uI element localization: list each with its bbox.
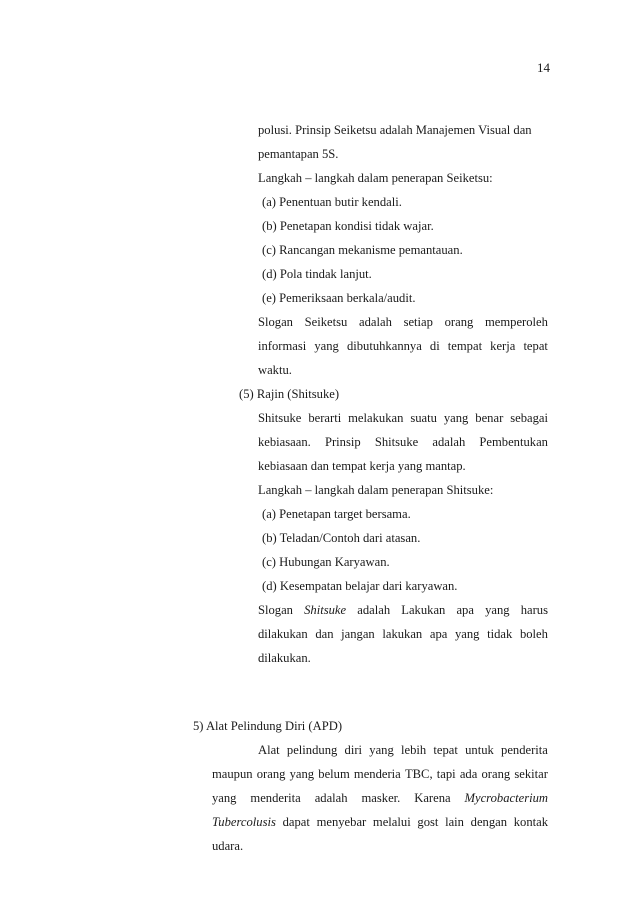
word: pelindung <box>286 743 338 757</box>
word: benar <box>475 411 504 425</box>
word: adalah <box>432 435 466 449</box>
word: adalah <box>357 603 391 617</box>
word: melalui <box>372 815 411 829</box>
word-italic: Shitsuke <box>304 603 347 617</box>
list-item: (a) Penetapan target bersama. <box>262 507 411 521</box>
word: belum <box>318 767 350 781</box>
word: Karena <box>414 791 451 805</box>
section-heading: (5) Rajin (Shitsuke) <box>239 387 340 401</box>
word: Shitsuke <box>374 435 419 449</box>
paragraph-line <box>258 742 548 758</box>
word: di <box>429 339 440 353</box>
word: menyebar <box>316 815 367 829</box>
word: Slogan <box>258 603 293 617</box>
word: orang <box>481 767 511 781</box>
list-item: (b) Penetapan kondisi tidak wajar. <box>262 219 434 233</box>
word: Shitsuke <box>258 411 302 425</box>
list-item: (b) Teladan/Contoh dari atasan. <box>262 531 421 545</box>
word: yang <box>314 339 339 353</box>
word: apa <box>456 603 474 617</box>
paragraph-line <box>258 338 548 354</box>
word: Seiketsu <box>304 315 348 329</box>
word: melakukan <box>348 411 404 425</box>
word: kontak <box>513 815 548 829</box>
word: orang <box>444 315 474 329</box>
word: penderita <box>501 743 548 757</box>
word: dibutuhkannya <box>346 339 422 353</box>
word: kebiasaan. <box>258 435 311 449</box>
word: Slogan <box>258 315 293 329</box>
word: suatu <box>410 411 437 425</box>
page-number: 14 <box>537 60 550 75</box>
word: ada <box>459 767 478 781</box>
list-item: (d) Pola tindak lanjut. <box>262 267 372 281</box>
word: informasi <box>258 339 307 353</box>
word: Prinsip <box>324 435 361 449</box>
word: adalah <box>359 315 392 329</box>
word: dilakukan <box>258 627 308 641</box>
paragraph-line: dilakukan. <box>258 651 311 665</box>
word: gost <box>417 815 439 829</box>
word: orang <box>256 767 286 781</box>
word: berarti <box>308 411 342 425</box>
paragraph-line: udara. <box>212 839 244 853</box>
word: setiap <box>403 315 433 329</box>
word: untuk <box>465 743 494 757</box>
list-item: (d) Kesempatan belajar dari karyawan. <box>262 579 458 593</box>
word: harus <box>520 603 548 617</box>
paragraph-line <box>212 766 548 782</box>
paragraph-line <box>258 410 548 426</box>
word: maupun <box>212 767 253 781</box>
word: TBC, <box>404 767 433 781</box>
steps-heading: Langkah – langkah dalam penerapan Shitsuke: <box>258 483 494 497</box>
word-italic: Tubercolusis <box>212 815 276 829</box>
word-italic: Mycrobacterium <box>464 791 548 805</box>
word: dan <box>315 627 334 641</box>
list-item: (c) Hubungan Karyawan. <box>262 555 390 569</box>
word: tepat <box>433 743 458 757</box>
word: tempat <box>447 339 483 353</box>
word: yang <box>443 411 469 425</box>
word: jangan <box>341 627 375 641</box>
word: boleh <box>519 627 548 641</box>
word: yang <box>289 767 315 781</box>
word: menderita <box>250 791 301 805</box>
word: sekitar <box>514 767 548 781</box>
word: yang <box>369 743 394 757</box>
word: yang <box>455 627 480 641</box>
paragraph-line <box>258 122 548 138</box>
word: yang <box>212 791 237 805</box>
word: masker. <box>361 791 401 805</box>
paragraph-line: waktu. <box>258 363 292 377</box>
paragraph-line <box>258 626 548 642</box>
section-heading: 5) Alat Pelindung Diri (APD) <box>193 719 343 733</box>
word: memperoleh <box>484 315 548 329</box>
word: sebagai <box>510 411 548 425</box>
paragraph-line: kebiasaan dan tempat kerja yang mantap. <box>258 459 466 473</box>
list-item: (e) Pemeriksaan berkala/audit. <box>262 291 416 305</box>
word: apa <box>429 627 448 641</box>
word: tidak <box>487 627 513 641</box>
word: yang <box>485 603 510 617</box>
list-item: (a) Penentuan butir kendali. <box>262 195 402 209</box>
word: lakukan <box>382 627 423 641</box>
word: dengan <box>470 815 508 829</box>
word: tepat <box>523 339 548 353</box>
word: diri <box>344 743 363 757</box>
paragraph-line: pemantapan 5S. <box>258 147 339 161</box>
word: Alat <box>258 743 280 757</box>
word: menderia <box>353 767 401 781</box>
paragraph-line <box>258 314 548 330</box>
word: dapat <box>282 815 310 829</box>
list-item: (c) Rancangan mekanisme pemantauan. <box>262 243 463 257</box>
paragraph-line <box>258 434 548 450</box>
paragraph-line <box>258 602 548 618</box>
word: Lakukan <box>401 603 446 617</box>
word: adalah <box>314 791 348 805</box>
word: Pembentukan <box>479 435 548 449</box>
paragraph-line <box>212 790 548 806</box>
steps-heading: Langkah – langkah dalam penerapan Seiketsu: <box>258 171 493 185</box>
word: tapi <box>436 767 456 781</box>
text-span: polusi. Prinsip Seiketsu adalah Manajemen Visual dan <box>258 123 532 137</box>
word: lebih <box>400 743 427 757</box>
word: lain <box>445 815 464 829</box>
word: kerja <box>490 339 516 353</box>
paragraph-line <box>212 814 548 830</box>
